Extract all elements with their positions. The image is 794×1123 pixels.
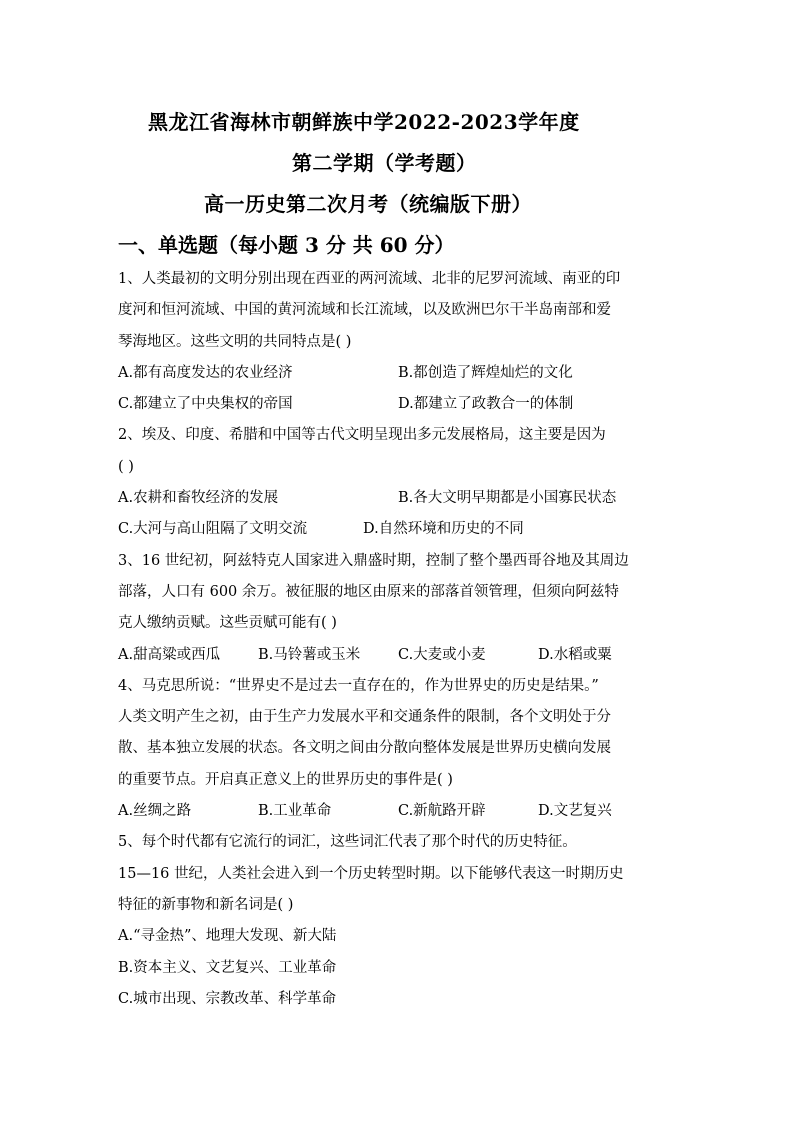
question-text: 4、马克思所说：“世界史不是过去一直存在的，作为世界史的历史是结果。”: [118, 677, 599, 694]
question-text: 人类文明产生之初，由于生产力发展水平和交通条件的限制，各个文明处于分: [118, 709, 611, 726]
option-b[interactable]: B.工业革命: [258, 803, 332, 820]
question-text: 琴海地区。这些文明的共同特点是( ): [118, 333, 352, 350]
option-c[interactable]: C.都建立了中央集权的帝国: [118, 396, 293, 413]
question-text: 3、16 世纪初，阿兹特克人国家进入鼎盛时期，控制了整个墨西哥谷地及其周边: [118, 552, 629, 569]
question-5: [118, 827, 678, 1015]
question-3: [118, 546, 678, 671]
option-a[interactable]: A.“寻金热”、地理大发现、新大陆: [118, 928, 337, 945]
option-a[interactable]: A.农耕和畜牧经济的发展: [118, 490, 279, 507]
option-row: [118, 796, 678, 827]
question-text: 1、人类最初的文明分别出现在西亚的两河流域、北非的尼罗河流域、南亚的印: [118, 271, 621, 287]
option-d[interactable]: D.水稻或粟: [538, 646, 612, 663]
option-a[interactable]: A.都有高度发达的农业经济: [118, 364, 293, 381]
question-1: [118, 264, 678, 420]
question-text: 度河和恒河流域、中国的黄河流域和长江流域，以及欧洲巴尔干半岛南部和爱: [118, 302, 611, 319]
option-c[interactable]: C.大麦或小麦: [398, 646, 486, 663]
question-2: [118, 420, 678, 545]
option-b[interactable]: B.马铃薯或玉米: [258, 646, 361, 663]
question-text: 散、基本独立发展的状态。各文明之间由分散向整体发展是世界历史横向发展: [118, 740, 611, 757]
option-d[interactable]: D.自然环境和历史的不同: [363, 521, 524, 538]
school-year-title: 黑龙江省海林市朝鲜族中学2022-2023学年度: [148, 110, 580, 134]
option-row: [118, 483, 678, 514]
option-c[interactable]: C.城市出现、宗教改革、科学革命: [118, 990, 337, 1007]
option-d[interactable]: D.都建立了政教合一的体制: [398, 396, 574, 413]
question-4: [118, 671, 678, 827]
question-text: 2、埃及、印度、希腊和中国等古代文明呈现出多元发展格局，这主要是因为: [118, 427, 606, 444]
question-text: 克人缴纳贡赋。这些贡赋可能有( ): [118, 615, 337, 632]
question-text: 15—16 世纪，人类社会进入到一个历史转型时期。以下能够代表这一时期历史: [118, 865, 624, 882]
question-text: 5、每个时代都有它流行的词汇，这些词汇代表了那个时代的历史特征。: [118, 834, 577, 851]
question-text: 部落，人口有 600 余万。被征服的地区由原来的部落首领管理，但须向阿兹特: [118, 583, 619, 600]
question-text: 的重要节点。开启真正意义上的世界历史的事件是( ): [118, 771, 453, 788]
option-b[interactable]: B.资本主义、文艺复兴、工业革命: [118, 959, 337, 976]
question-text: 特征的新事物和新名词是( ): [118, 896, 294, 913]
option-c[interactable]: C.新航路开辟: [398, 803, 486, 820]
question-list: [118, 264, 678, 1015]
option-b[interactable]: B.各大文明早期都是小国寡民状态: [398, 490, 617, 507]
option-row: [118, 514, 678, 545]
option-a[interactable]: A.丝绸之路: [118, 803, 192, 820]
option-b[interactable]: B.都创造了辉煌灿烂的文化: [398, 364, 573, 381]
question-text: ( ): [118, 458, 134, 475]
option-row: [118, 389, 678, 420]
option-d[interactable]: D.文艺复兴: [538, 803, 612, 820]
option-a[interactable]: A.甜高粱或西瓜: [118, 646, 221, 663]
semester-title: 第二学期（学考题）: [292, 151, 477, 175]
exam-title: 高一历史第二次月考（统编版下册）: [204, 192, 532, 216]
option-row: [118, 358, 678, 389]
option-c[interactable]: C.大河与高山阻隔了文明交流: [118, 521, 308, 538]
section-heading: 一、单选题（每小题 3 分 共 60 分）: [118, 233, 455, 257]
option-row: [118, 640, 678, 671]
